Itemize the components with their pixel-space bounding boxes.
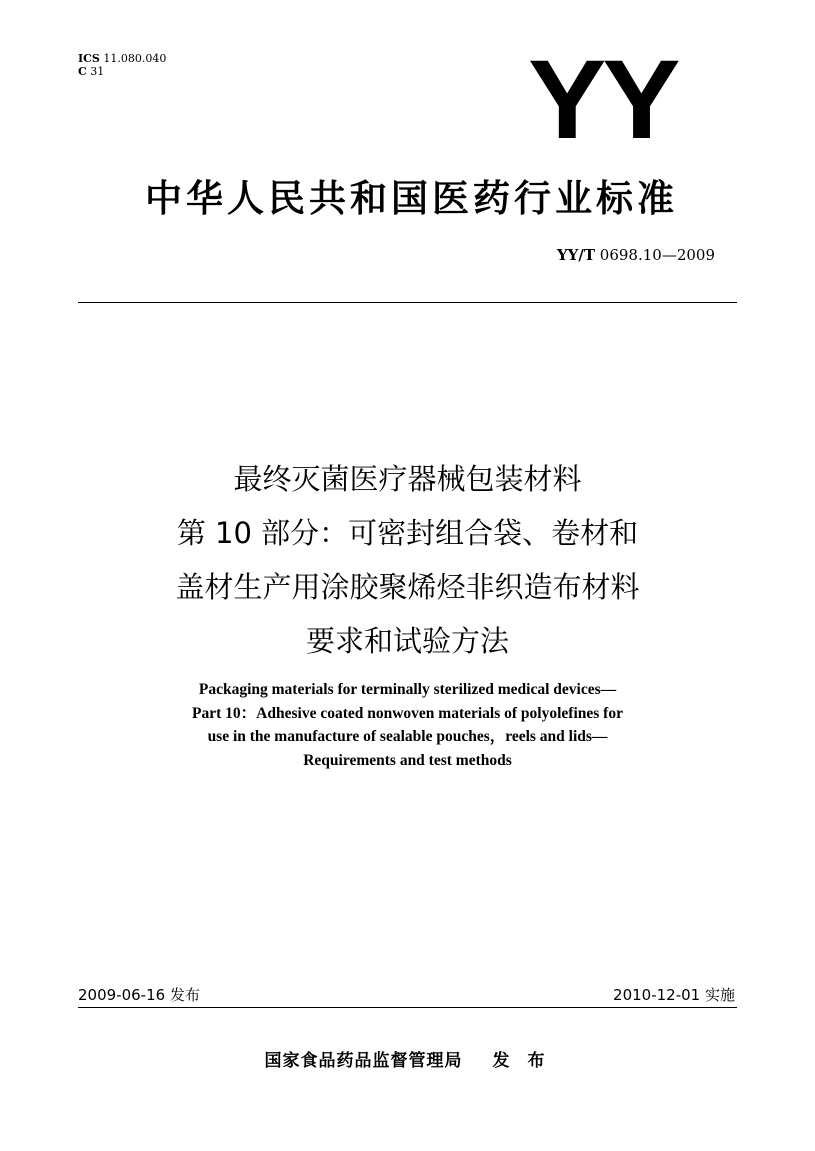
classification-codes (78, 52, 166, 78)
english-title-line: Requirements and test methods (303, 751, 512, 769)
footer-divider (78, 1007, 737, 1008)
ccs-line (78, 65, 166, 78)
publisher-action: 发 布 (492, 1051, 551, 1071)
issuing-authority-title: 中华人民共和国医药行业标准 (145, 177, 678, 220)
publisher (0, 1046, 815, 1071)
ccs-label: C (78, 65, 87, 78)
publish-date: 2009-06-16 发布 (78, 986, 200, 1004)
header-divider (78, 302, 737, 303)
english-title (0, 678, 815, 772)
chinese-title-line: 盖材生产用涂胶聚烯烃非织造布材料 (175, 570, 640, 604)
chinese-title (0, 452, 815, 668)
chinese-title-line: 要求和试验方法 (305, 624, 509, 658)
standard-prefix: YY/T (556, 246, 596, 264)
english-title-line: Part 10：Adhesive coated nonwoven materials of polyolefines for (192, 704, 623, 722)
ics-line (78, 52, 166, 65)
chinese-title-line: 最终灭菌医疗器械包装材料 (233, 462, 582, 496)
implementation-date: 2010-12-01 实施 (613, 986, 735, 1004)
english-title-line: use in the manufacture of sealable pouches，reels and lids— (207, 728, 608, 745)
english-title-line: Packaging materials for terminally sterilized medical devices— (198, 681, 617, 698)
ccs-code: 31 (90, 65, 105, 78)
ics-label: ICS (78, 52, 100, 65)
chinese-title-line: 第 10 部分：可密封组合袋、卷材和 (176, 516, 639, 550)
ics-code: 11.080.040 (103, 52, 167, 65)
publisher-name: 国家食品药品监督管理局 (264, 1051, 463, 1071)
standard-number (557, 246, 715, 264)
standard-code: 0698.10—2009 (599, 246, 715, 264)
yy-logo: YY (528, 37, 677, 162)
